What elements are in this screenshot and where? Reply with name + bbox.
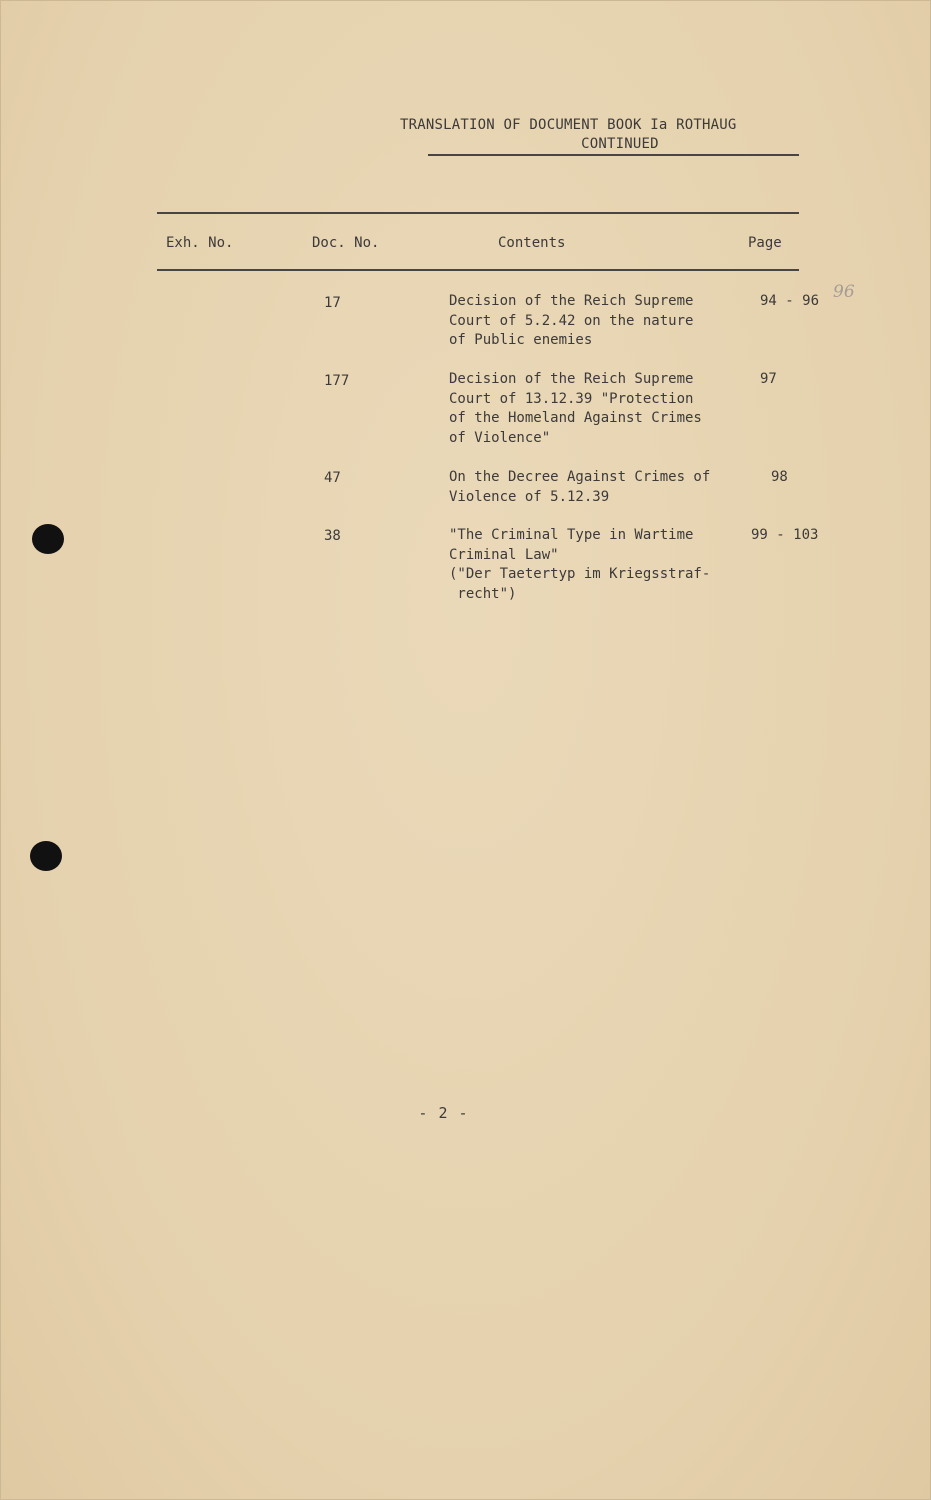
column-header-contents: Contents — [498, 235, 566, 251]
row-3-page: 98 — [771, 469, 788, 485]
row-1-doc-no: 17 — [324, 295, 341, 311]
punch-hole-lower — [30, 841, 62, 871]
row-1-page: 94 - 96 — [760, 293, 820, 309]
row-1-handwritten-page-correction: 96 — [833, 282, 855, 302]
table-top-rule — [157, 212, 799, 214]
row-3-doc-no: 47 — [324, 470, 341, 486]
row-1-contents: Decision of the Reich Supreme Court of 5.2.42 on the nature of Public enemies — [449, 293, 694, 348]
row-2-page: 97 — [760, 371, 777, 387]
punch-hole-upper — [32, 524, 64, 554]
row-4-doc-no: 38 — [324, 528, 341, 544]
column-header-doc-no: Doc. No. — [312, 235, 380, 251]
row-4-page: 99 - 103 — [751, 527, 819, 543]
document-title: TRANSLATION OF DOCUMENT BOOK Ia ROTHAUG — [400, 117, 737, 133]
document-header — [400, 116, 820, 154]
header-underline — [428, 154, 799, 156]
row-4-contents: "The Criminal Type in Wartime Criminal Law" ("Der Taetertyp im Kriegsstraf- recht") — [449, 527, 711, 602]
table-header-rule — [157, 269, 799, 271]
document-subtitle: CONTINUED — [581, 136, 659, 152]
page-number: - 2 - — [418, 1104, 469, 1122]
row-2-doc-no: 177 — [324, 373, 350, 389]
column-header-page: Page — [748, 235, 782, 251]
column-header-exh-no: Exh. No. — [166, 235, 234, 251]
row-2-contents: Decision of the Reich Supreme Court of 13.12.39 "Protection of the Homeland Against Crimes of Violence" — [449, 371, 702, 446]
row-3-contents: On the Decree Against Crimes of Violence of 5.12.39 — [449, 469, 711, 505]
